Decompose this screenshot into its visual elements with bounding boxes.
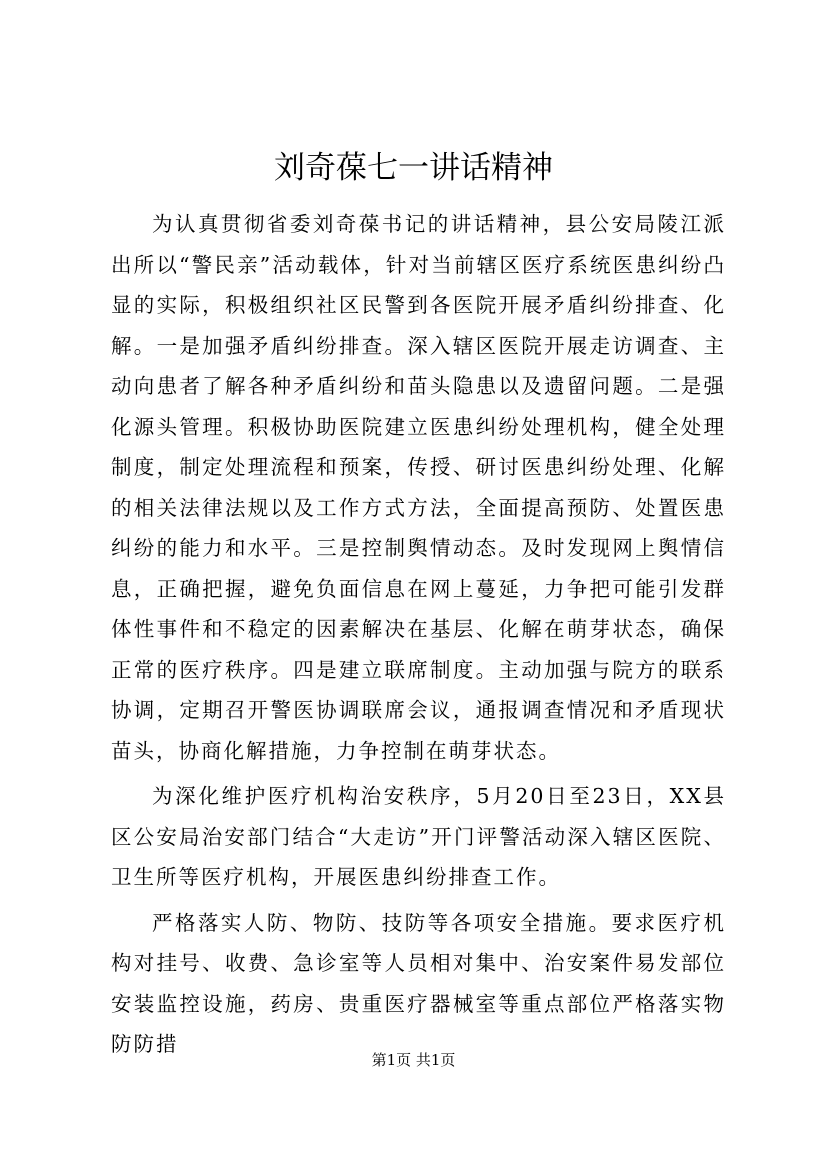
paragraph-2: 为深化维护医疗机构治安秩序，5月20日至23日，XX县区公安局治安部门结合“大走访”开门评警活动深入辖区医院、卫生所等医疗机构，开展医患纠纷排查工作。: [111, 784, 726, 889]
paragraph-1: 为认真贯彻省委刘奇葆书记的讲话精神，县公安局陵江派出所以“警民亲”活动载体，针对当前辖区医疗系统医患纠纷凸显的实际，积极组织社区民警到各医院开展矛盾纠纷排查、化解。一是加强矛盾纠纷排查。深入辖区医院开展走访调查、主动向患者了解各种矛盾纠纷和苗头隐患以及遗留问题。二是强化源头管理。积极协助医院建立医患纠纷处理机构，健全处理制度，制定处理流程和预案，传授、研讨医患纠纷处理、化解的相关法律法规以及工作方式方法，全面提高预防、处置医患纠纷的能力和水平。三是控制舆情动态。及时发现网上舆情信息，正确把握，避免负面信息在网上蔓延，力争把可能引发群体性事件和不稳定的因素解决在基层、化解在萌芽状态，确保正常的医疗秩序。四是建立联席制度。主动加强与院方的联系协调，定期召开警医协调联席会议，通报调查情况和矛盾现状苗头，协商化解措施，力争控制在萌芽状态。: [111, 212, 726, 763]
document-body: [111, 204, 726, 1065]
paragraph-3: 严格落实人防、物防、技防等各项安全措施。要求医疗机构对挂号、收费、急诊室等人员相对集中、治安案件易发部位安装监控设施，药房、贵重医疗器械室等重点部位严格落实物防防措: [111, 910, 726, 1056]
page-footer: 第1页 共1页: [371, 1051, 456, 1069]
document-title: 刘奇葆七一讲话精神: [274, 150, 553, 186]
